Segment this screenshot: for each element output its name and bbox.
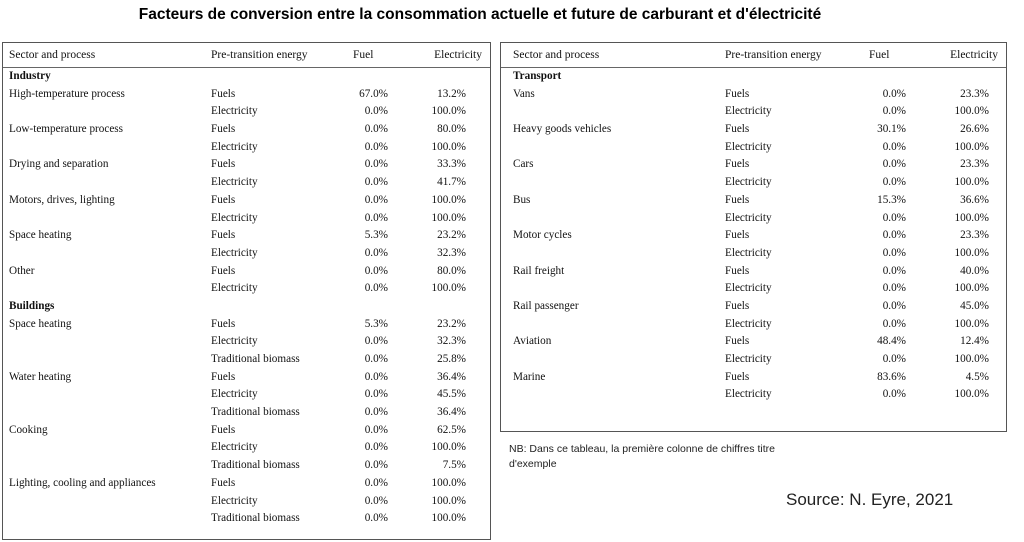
sector-cell: Space heating xyxy=(9,229,72,242)
energy-cell: Fuels xyxy=(725,370,750,383)
electricity-cell: 25.8% xyxy=(437,353,466,365)
table-row xyxy=(3,475,490,493)
electricity-cell: 41.7% xyxy=(437,176,466,189)
table-row xyxy=(3,210,490,228)
table-row xyxy=(501,245,1006,263)
electricity-cell: 100.0% xyxy=(431,476,466,489)
table-row xyxy=(3,351,490,369)
table-row xyxy=(501,386,1006,404)
energy-cell: Electricity xyxy=(211,211,258,224)
table-row xyxy=(3,439,490,457)
electricity-cell: 100.0% xyxy=(954,105,989,118)
energy-cell: Electricity xyxy=(211,246,258,259)
fuel-cell: 0.0% xyxy=(882,353,906,365)
fuel-cell: 30.1% xyxy=(877,123,906,136)
fuel-cell: 0.0% xyxy=(882,299,906,312)
energy-cell: Fuels xyxy=(211,87,236,100)
energy-cell: Fuels xyxy=(725,193,750,206)
electricity-cell: 100.0% xyxy=(431,282,466,295)
electricity-cell: 12.4% xyxy=(960,335,989,348)
table-row xyxy=(501,369,1006,387)
electricity-cell: 100.0% xyxy=(954,211,989,224)
table-row xyxy=(3,103,490,121)
section-heading xyxy=(501,68,1006,86)
fuel-cell: 0.0% xyxy=(364,246,388,259)
section-label: Transport xyxy=(513,70,562,82)
sector-cell: Cars xyxy=(513,158,534,171)
energy-cell: Fuels xyxy=(725,123,750,136)
fuel-cell: 0.0% xyxy=(364,388,388,401)
fuel-cell: 0.0% xyxy=(364,370,388,383)
table-row xyxy=(3,457,490,475)
table-row xyxy=(501,174,1006,192)
fuel-cell: 48.4% xyxy=(877,335,906,348)
energy-cell: Electricity xyxy=(211,335,258,348)
electricity-cell: 13.2% xyxy=(437,87,466,100)
energy-cell: Electricity xyxy=(725,176,772,189)
fuel-cell: 0.0% xyxy=(364,512,388,525)
fuel-cell: 67.0% xyxy=(359,87,388,100)
fuel-cell: 5.3% xyxy=(364,229,388,242)
table-note: NB: Dans ce tableau, la première colonne de chiffres titre d'exemple xyxy=(509,443,775,470)
fuel-cell: 0.0% xyxy=(882,105,906,118)
electricity-cell: 100.0% xyxy=(431,211,466,224)
table-row xyxy=(3,156,490,174)
fuel-cell: 0.0% xyxy=(364,494,388,507)
energy-cell: Fuels xyxy=(211,229,236,242)
electricity-cell: 36.6% xyxy=(960,193,989,206)
table-row xyxy=(501,351,1006,369)
table-row xyxy=(3,227,490,245)
electricity-cell: 100.0% xyxy=(431,494,466,507)
header-sector: Sector and process xyxy=(9,49,96,61)
fuel-cell: 0.0% xyxy=(364,193,388,206)
electricity-cell: 100.0% xyxy=(431,105,466,118)
electricity-cell: 4.5% xyxy=(965,370,989,383)
energy-cell: Traditional biomass xyxy=(211,459,300,472)
electricity-cell: 100.0% xyxy=(954,353,989,365)
electricity-cell: 23.3% xyxy=(960,87,989,100)
sector-cell: Rail freight xyxy=(513,264,565,277)
electricity-cell: 32.3% xyxy=(437,246,466,259)
table-row xyxy=(3,245,490,263)
fuel-cell: 0.0% xyxy=(882,140,906,153)
electricity-cell: 100.0% xyxy=(431,140,466,153)
electricity-cell: 100.0% xyxy=(954,140,989,153)
table-row xyxy=(501,139,1006,157)
table-row xyxy=(3,192,490,210)
fuel-cell: 0.0% xyxy=(882,282,906,295)
energy-cell: Fuels xyxy=(725,299,750,312)
header-fuel: Fuel xyxy=(869,49,890,61)
table-row xyxy=(3,86,490,104)
section-label: Industry xyxy=(9,70,51,82)
sector-cell: High-temperature process xyxy=(9,87,125,100)
header-energy: Pre-transition energy xyxy=(725,49,822,61)
energy-cell: Electricity xyxy=(725,105,772,118)
header-energy: Pre-transition energy xyxy=(211,49,308,61)
energy-cell: Fuels xyxy=(211,317,236,330)
energy-cell: Electricity xyxy=(211,388,258,401)
energy-cell: Electricity xyxy=(725,317,772,330)
fuel-cell: 0.0% xyxy=(882,246,906,259)
energy-cell: Fuels xyxy=(211,423,236,436)
right-table-body xyxy=(501,43,1006,404)
fuel-cell: 0.0% xyxy=(364,459,388,472)
electricity-cell: 23.2% xyxy=(437,229,466,242)
energy-cell: Electricity xyxy=(211,105,258,118)
sector-cell: Aviation xyxy=(513,335,552,348)
energy-cell: Fuels xyxy=(725,335,750,348)
table-row xyxy=(3,174,490,192)
energy-cell: Electricity xyxy=(211,176,258,189)
table-row xyxy=(3,280,490,298)
energy-cell: Electricity xyxy=(725,353,772,365)
table-row xyxy=(3,121,490,139)
fuel-cell: 0.0% xyxy=(882,264,906,277)
header-fuel: Fuel xyxy=(353,49,374,61)
table-row xyxy=(3,404,490,422)
fuel-cell: 5.3% xyxy=(364,317,388,330)
electricity-cell: 7.5% xyxy=(442,459,466,472)
energy-cell: Fuels xyxy=(725,87,750,100)
electricity-cell: 23.3% xyxy=(960,229,989,242)
energy-cell: Traditional biomass xyxy=(211,353,300,365)
fuel-cell: 83.6% xyxy=(877,370,906,383)
table-row xyxy=(501,298,1006,316)
sector-cell: Motors, drives, lighting xyxy=(9,193,115,206)
electricity-cell: 100.0% xyxy=(954,317,989,330)
sector-cell: Vans xyxy=(513,87,535,100)
energy-cell: Electricity xyxy=(211,441,258,454)
table-row xyxy=(501,280,1006,298)
table-row xyxy=(501,333,1006,351)
fuel-cell: 0.0% xyxy=(364,264,388,277)
electricity-cell: 36.4% xyxy=(437,370,466,383)
table-row xyxy=(3,386,490,404)
sector-cell: Low-temperature process xyxy=(9,123,123,136)
fuel-cell: 0.0% xyxy=(364,105,388,118)
energy-cell: Electricity xyxy=(725,140,772,153)
sector-cell: Cooking xyxy=(9,423,48,436)
energy-cell: Fuels xyxy=(211,476,236,489)
table-row xyxy=(501,103,1006,121)
left-conversion-table xyxy=(2,42,491,540)
energy-cell: Fuels xyxy=(211,193,236,206)
energy-cell: Traditional biomass xyxy=(211,406,300,419)
electricity-cell: 100.0% xyxy=(431,441,466,454)
fuel-cell: 0.0% xyxy=(882,176,906,189)
sector-cell: Drying and separation xyxy=(9,158,109,171)
sector-cell: Other xyxy=(9,264,35,277)
fuel-cell: 0.0% xyxy=(364,476,388,489)
electricity-cell: 100.0% xyxy=(954,388,989,401)
electricity-cell: 100.0% xyxy=(954,282,989,295)
electricity-cell: 40.0% xyxy=(960,264,989,277)
fuel-cell: 0.0% xyxy=(882,87,906,100)
sector-cell: Motor cycles xyxy=(513,229,572,242)
sector-cell: Space heating xyxy=(9,317,72,330)
table-row xyxy=(501,263,1006,281)
fuel-cell: 0.0% xyxy=(364,441,388,454)
sector-cell: Heavy goods vehicles xyxy=(513,123,612,136)
table-row xyxy=(501,316,1006,334)
section-heading xyxy=(3,68,490,86)
table-row xyxy=(501,192,1006,210)
energy-cell: Fuels xyxy=(725,158,750,171)
fuel-cell: 0.0% xyxy=(364,211,388,224)
electricity-cell: 80.0% xyxy=(437,264,466,277)
page-title: Facteurs de conversion entre la consommation actuelle et future de carburant et d'électricité xyxy=(138,6,822,23)
energy-cell: Electricity xyxy=(211,140,258,153)
sector-cell: Bus xyxy=(513,193,531,206)
electricity-cell: 45.5% xyxy=(437,388,466,401)
fuel-cell: 0.0% xyxy=(882,211,906,224)
fuel-cell: 0.0% xyxy=(364,406,388,419)
table-row xyxy=(3,263,490,281)
energy-cell: Electricity xyxy=(725,282,772,295)
table-row xyxy=(3,493,490,511)
energy-cell: Fuels xyxy=(211,370,236,383)
fuel-cell: 0.0% xyxy=(364,158,388,171)
fuel-cell: 0.0% xyxy=(882,158,906,171)
electricity-cell: 33.3% xyxy=(437,158,466,171)
table-row xyxy=(3,510,490,528)
right-conversion-table xyxy=(500,42,1007,432)
left-table-body xyxy=(3,43,490,528)
energy-cell: Fuels xyxy=(725,264,750,277)
table-row xyxy=(501,227,1006,245)
header-electricity: Electricity xyxy=(950,49,998,61)
fuel-cell: 0.0% xyxy=(364,123,388,136)
section-label: Buildings xyxy=(9,299,55,312)
sector-cell: Rail passenger xyxy=(513,299,579,312)
energy-cell: Electricity xyxy=(211,282,258,295)
section-heading xyxy=(3,298,490,316)
fuel-cell: 0.0% xyxy=(364,335,388,348)
energy-cell: Traditional biomass xyxy=(211,512,300,525)
energy-cell: Fuels xyxy=(211,123,236,136)
electricity-cell: 36.4% xyxy=(437,406,466,419)
table-row xyxy=(3,369,490,387)
energy-cell: Electricity xyxy=(725,388,772,401)
electricity-cell: 62.5% xyxy=(437,423,466,436)
fuel-cell: 0.0% xyxy=(364,176,388,189)
fuel-cell: 0.0% xyxy=(364,282,388,295)
energy-cell: Fuels xyxy=(211,264,236,277)
energy-cell: Electricity xyxy=(725,211,772,224)
electricity-cell: 23.2% xyxy=(437,317,466,330)
table-row xyxy=(501,121,1006,139)
electricity-cell: 45.0% xyxy=(960,299,989,312)
electricity-cell: 26.6% xyxy=(960,123,989,136)
sector-cell: Water heating xyxy=(9,370,72,383)
fuel-cell: 0.0% xyxy=(364,140,388,153)
energy-cell: Fuels xyxy=(725,229,750,242)
table-row xyxy=(501,210,1006,228)
table-header-row xyxy=(501,43,1006,68)
energy-cell: Electricity xyxy=(211,494,258,507)
sector-cell: Marine xyxy=(513,370,546,383)
electricity-cell: 100.0% xyxy=(954,246,989,259)
table-header-row xyxy=(3,43,490,68)
fuel-cell: 0.0% xyxy=(882,317,906,330)
table-row xyxy=(3,139,490,157)
electricity-cell: 100.0% xyxy=(431,512,466,525)
sector-cell: Lighting, cooling and appliances xyxy=(9,476,156,489)
table-row xyxy=(501,86,1006,104)
electricity-cell: 80.0% xyxy=(437,123,466,136)
header-sector: Sector and process xyxy=(513,49,600,61)
source-citation: Source: N. Eyre, 2021 xyxy=(786,490,954,509)
header-electricity: Electricity xyxy=(434,49,482,61)
electricity-cell: 100.0% xyxy=(954,176,989,189)
table-row xyxy=(501,156,1006,174)
table-row xyxy=(3,333,490,351)
fuel-cell: 0.0% xyxy=(882,388,906,401)
fuel-cell: 0.0% xyxy=(364,423,388,436)
fuel-cell: 0.0% xyxy=(882,229,906,242)
fuel-cell: 0.0% xyxy=(364,353,388,365)
energy-cell: Fuels xyxy=(211,158,236,171)
electricity-cell: 23.3% xyxy=(960,158,989,171)
electricity-cell: 32.3% xyxy=(437,335,466,348)
table-row xyxy=(3,316,490,334)
energy-cell: Electricity xyxy=(725,246,772,259)
table-row xyxy=(3,422,490,440)
fuel-cell: 15.3% xyxy=(877,193,906,206)
electricity-cell: 100.0% xyxy=(431,193,466,206)
